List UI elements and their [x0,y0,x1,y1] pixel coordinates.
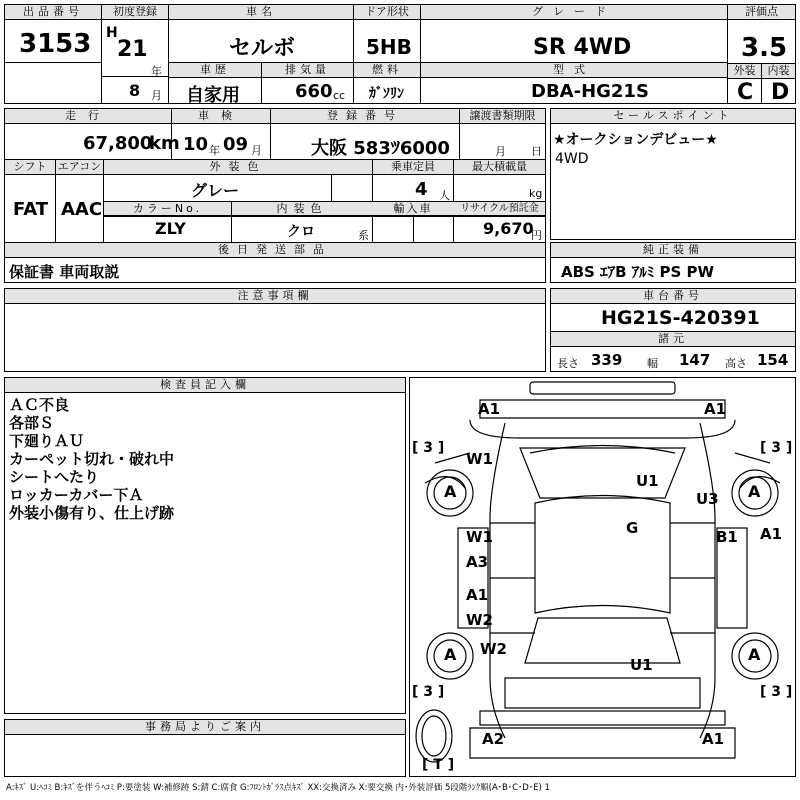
tire-tread-spare: [ T ] [422,757,455,773]
ac-label: エアコン [57,160,102,173]
load-label: 最大積載量 [454,160,545,175]
colorno-label: カラーNo. [104,202,231,217]
colorno: ZLY [155,219,186,238]
mark-glass: G [626,519,639,537]
equipment-block [550,242,796,283]
ext-label: 外装 [728,64,761,79]
sales-label: セールスポイント [551,109,795,124]
shift-label: シフト [5,160,55,175]
inspector-line: 各部Ｓ [9,414,55,432]
doors-label: ドア形状 [354,5,420,20]
height: 154 [757,351,789,369]
inspector-line: ロッカーカバー下Ａ [9,486,144,504]
regno: 大阪 583ﾂ6000 [311,138,450,159]
fuel: ｶﾞｿﾘﾝ [369,86,404,102]
intcolor-unit: 系 [358,229,369,242]
displacement: 660 [295,81,333,102]
transfer-month: 月 [495,145,506,158]
intcolor-label: 内装色 [232,202,372,217]
lot-number: 3153 [19,29,92,59]
capacity-label: 乗車定員 [373,160,453,175]
inspector-label: 検査員記入欄 [5,378,405,393]
chassis-block [550,288,796,372]
mark-front-door-right: B1 [716,528,738,546]
height-label: 高さ [725,357,747,370]
header-block [4,4,796,104]
model-label: 型式 [421,63,727,78]
mark-rocker-right: A1 [760,525,783,543]
mark-hood: U1 [636,472,659,490]
mark-front-right: A1 [704,400,727,418]
specs-label: 諸元 [551,332,795,347]
first-reg-label: 初度登録 [102,5,168,20]
equipment-label: 純正装備 [551,243,795,258]
length: 339 [591,351,623,369]
width-label: 幅 [647,357,658,370]
capacity-unit: 人 [439,189,450,202]
era: H [106,25,118,41]
lot-label: 出品番号 [5,5,101,20]
mark-front-door-left: W1 [466,528,493,546]
mark-rear-door-left-2: W2 [466,611,493,629]
disp-label: 排気量 [262,63,353,78]
later-parts: 保証書 車両取説 [9,263,120,281]
insp-month-unit: 月 [251,144,262,157]
name-label: 車名 [169,5,353,20]
chassis-number: HG21S-420391 [601,307,760,329]
color-label: 外装色 [104,160,372,175]
mark-fender-left: W1 [466,450,493,468]
legend: A:ｷｽﾞ U:ﾍｺﾐ B:ｷｽﾞを伴うﾍｺﾐ P:要塗装 W:補修跡 S:錆 C:腐食 G:ﾌﾛﾝﾄｶﾞﾗｽ点ｷｽﾞ XX:交換済み X:要交換 内･外装評価 5段階ﾗﾝｸ順(A･B･C･D･E) 1 [6,783,550,793]
insp-year: 10 [183,134,209,155]
inspection-label: 車検 [172,109,270,124]
inspector-line: カーペット切れ・破れ中 [9,450,175,468]
model: DBA-HG21S [531,81,649,102]
mileage: 67,800 [83,133,153,154]
recycle-unit: 円 [531,229,542,242]
capacity: 4 [415,179,428,200]
score: 3.5 [741,33,788,63]
mark-front-left: A1 [478,400,501,418]
insp-year-unit: 年 [209,144,220,157]
mark-rear-roof: U1 [630,656,653,674]
mark-front-door-left-2: A3 [466,553,489,571]
sales-line-1: ★オークションデビュー★ [553,132,718,148]
tire-tread-fl: [ 3 ] [412,440,445,456]
equipment: ABS ｴｱB ｱﾙﾐ PS PW [561,263,715,281]
inspector-line: 下廻りＡＵ [9,432,85,450]
regno-label: 登録番号 [271,109,459,124]
recycle: 9,670 [483,219,534,238]
intcolor: クロ [287,224,315,240]
damage-diagram [409,377,796,777]
inspector-block [4,377,406,714]
mark-tire-fr: A [748,482,761,501]
score-label: 評価点 [728,5,795,20]
vehicle-info-block [4,108,546,283]
notes-block [4,288,546,372]
ext-grade: C [737,80,754,105]
reg-year: 21 [117,37,148,62]
disp-unit: cc [333,89,346,102]
mark-rear-door-left: A1 [466,586,489,604]
mark-tire-fl: A [444,482,457,501]
mileage-label: 走行 [5,109,171,124]
inspector-line: シートへたり [9,468,100,486]
shift: FAT [13,199,49,220]
tire-tread-rl: [ 3 ] [412,684,445,700]
office-label: 事務局よりご案内 [5,720,405,735]
car-outline-diagram [410,378,795,776]
chassis-label: 車台番号 [551,289,795,304]
office-block [4,719,406,777]
sales-line-2: 4WD [555,151,589,167]
mark-rear-right: A1 [702,730,725,748]
mark-fender-right: U3 [696,490,719,508]
load-unit: kg [529,187,543,200]
tire-tread-rr: [ 3 ] [760,684,793,700]
ac: AAC [61,199,103,220]
sales-point-block [550,108,796,240]
mileage-unit: km [149,133,180,154]
grade-label: グレード [421,5,727,20]
history: 自家用 [186,85,240,106]
inspector-line: 外装小傷有り、仕上げ跡 [9,504,175,522]
length-label: 長さ [557,357,579,370]
tire-tread-fr: [ 3 ] [760,440,793,456]
int-grade: D [771,80,790,105]
recycle-label: リサイクル預託金 [454,202,545,217]
later-label: 後日発送部品 [5,243,545,258]
mark-rear-left: A2 [482,730,505,748]
year-unit: 年 [151,65,162,78]
insp-month: 09 [223,134,249,155]
width: 147 [679,351,711,369]
mark-rear-fender-left: W2 [480,640,507,658]
inspector-line: ＡＣ不良 [9,396,70,414]
color: グレー [191,181,240,200]
doors: 5HB [366,35,412,59]
mark-tire-rl: A [444,645,457,664]
car-name: セルボ [229,36,296,61]
fuel-label: 燃料 [354,63,420,78]
transfer-day: 日 [531,145,542,158]
month-unit: 月 [151,89,162,102]
notes-label: 注意事項欄 [5,289,545,304]
reg-month: 8 [129,81,141,100]
import-label: 輸入車 [373,202,453,217]
transfer-label: 譲渡書類期限 [460,109,545,124]
int-label: 内装 [762,64,795,79]
grade: SR 4WD [533,35,632,60]
mark-tire-rr: A [748,645,761,664]
history-label: 車歴 [169,63,261,78]
